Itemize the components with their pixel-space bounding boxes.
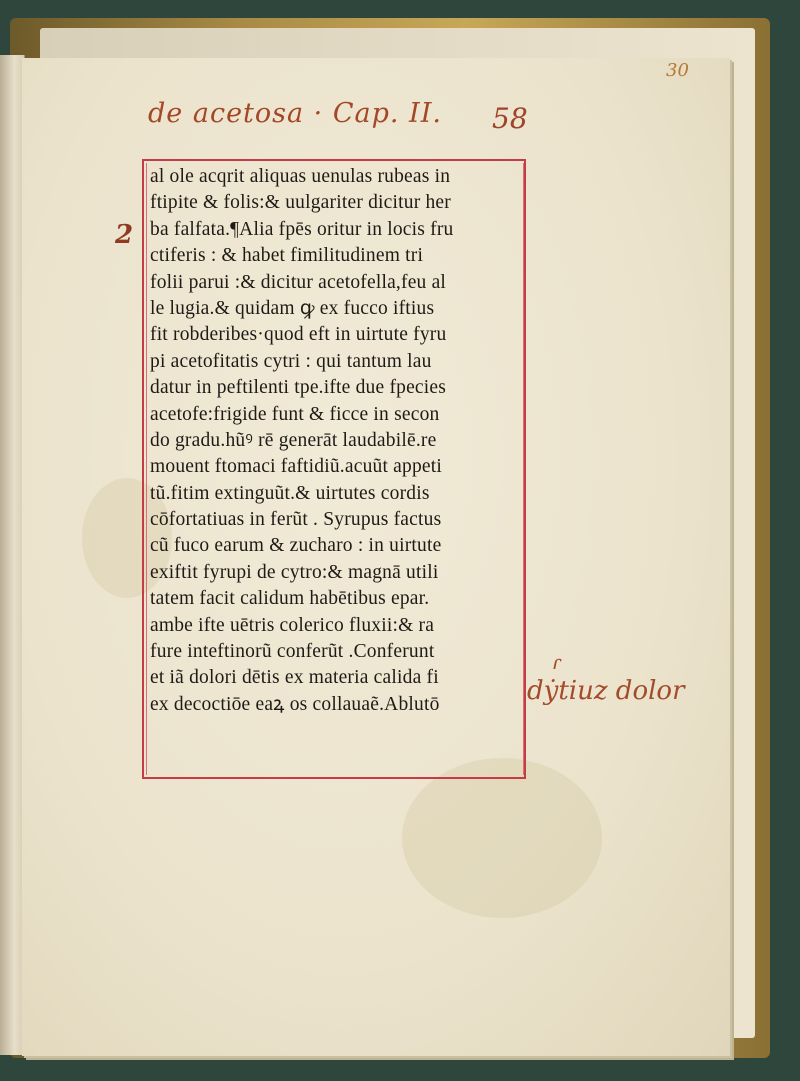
- paper-stain: [402, 758, 602, 918]
- text-line: fit robderibes·quod eft in uirtute fyru: [150, 324, 447, 346]
- margin-number: 2: [115, 220, 134, 250]
- text-line: et iã dolori dētis ex materia calida fi: [150, 667, 439, 689]
- text-line: mouent ftomaci faftidiũ.acuũt appeti: [150, 456, 443, 478]
- text-line: tatem facit calidum habētibus epar.: [150, 588, 430, 610]
- text-line: cōfortatiuas in ferũt . Syrupus factus: [150, 509, 442, 531]
- text-line: ba falfata.¶Alia fpēs oritur in locis fru: [150, 218, 454, 240]
- text-line: folii parui :& dicitur acetofella,feu al: [150, 271, 447, 293]
- folio-number: 58: [492, 102, 528, 135]
- corner-mark: 30: [666, 60, 689, 81]
- text-line: cũ fuco earum & zucharo : in uirtute: [150, 535, 442, 557]
- text-line: fure inteftinorũ conferũt .Conferunt: [150, 641, 435, 663]
- text-line: pi acetofitatis cytri : qui tantum lau: [150, 350, 432, 372]
- text-line: le lugia.& quidam ꝙ ex fucco iftius: [150, 297, 435, 319]
- text-block: [142, 159, 526, 779]
- text-line: ftipite & folis:& uulgariter dicitur her: [150, 192, 451, 214]
- text-line: do gradu.hũꝰ rē generāt laudabilē.re: [150, 429, 437, 451]
- text-line: acetofe:frigide funt & ficce in secon: [150, 403, 440, 425]
- margin-note: dẏtiuz dolor: [527, 676, 685, 706]
- text-line: exiftit fyrupi de cytro:& magnā utili: [150, 561, 439, 583]
- text-line: ctiferis : & habet fimilitudinem tri: [150, 245, 424, 267]
- text-line: tũ.fitim extinguũt.& uirtutes cordis: [150, 482, 430, 504]
- running-heading: de acetosa · Cap. II.: [148, 98, 442, 129]
- text-line: datur in peftilenti tpe.ifte due fpecies: [150, 377, 447, 399]
- text-line: ambe ifte uētris colerico fluxii:& ra: [150, 614, 435, 636]
- margin-tick: ɾ: [552, 650, 562, 674]
- text-line: al ole acqrit aliquas uenulas rubeas in: [150, 166, 451, 187]
- text-line: ex decoctiōe eaꝝ os collauaẽ.Ablutō: [150, 693, 440, 715]
